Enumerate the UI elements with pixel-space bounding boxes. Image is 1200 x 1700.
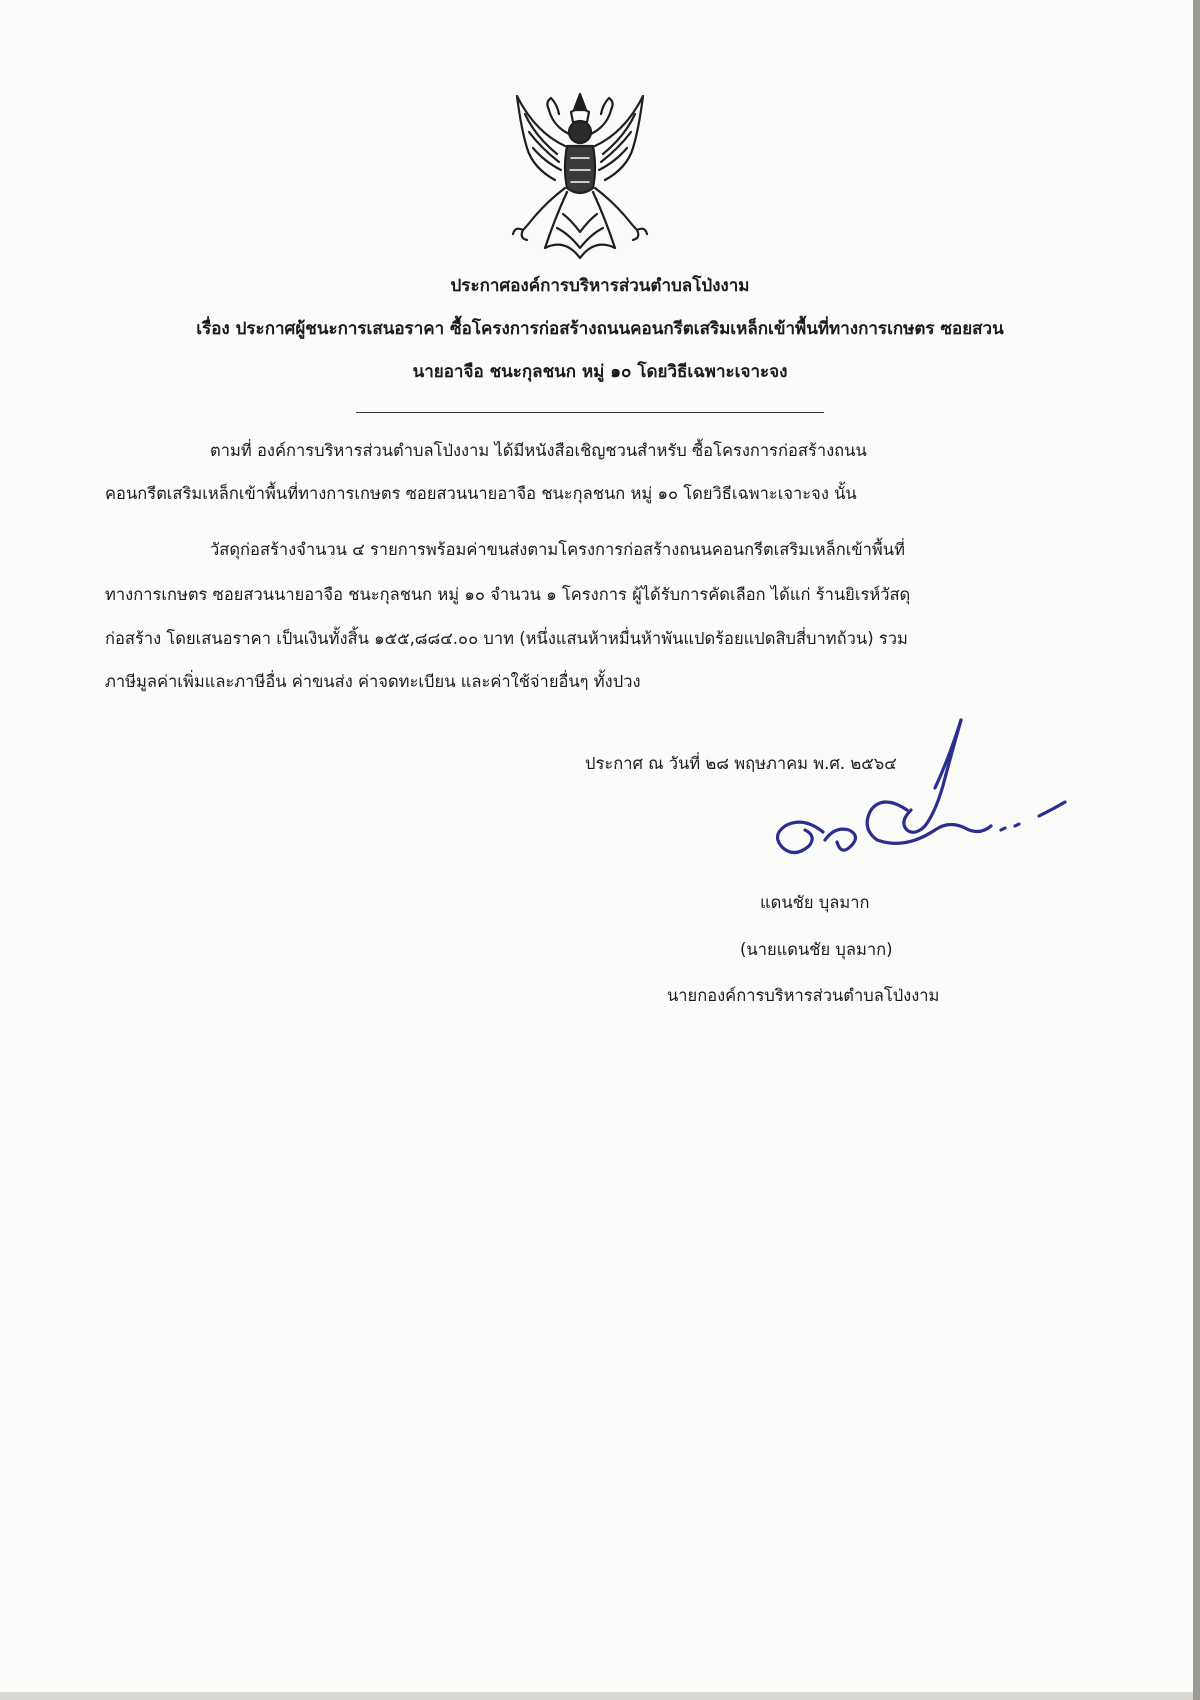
announcement-date: ประกาศ ณ วันที่ ๒๘ พฤษภาคม พ.ศ. ๒๕๖๔ bbox=[585, 754, 897, 773]
paragraph-2-line-2: ทางการเกษตร ซอยสวนนายอาจือ ชนะกุลชนก หมู่ ๑๐ จำนวน ๑ โครงการ ผู้ได้รับการคัดเลือก ได้แก่ ร้านยิเรห์วัสดุ bbox=[105, 585, 911, 604]
announcement-subject-line-1: เรื่อง ประกาศผู้ชนะการเสนอราคา ซื้อโครงการก่อสร้างถนนคอนกรีตเสริมเหล็กเข้าพื้นที่ทางการเกษตร ซอยสวน bbox=[196, 319, 1004, 339]
paragraph-2-line-3: ก่อสร้าง โดยเสนอราคา เป็นเงินทั้งสิ้น ๑๕๕,๘๘๔.๐๐ บาท (หนึ่งแสนห้าหมื่นห้าพันแปดร้อยแปดสิบสี่บาทถ้วน) รวม bbox=[105, 629, 908, 648]
signatory-full-name: (นายแดนชัย บุลมาก) bbox=[740, 940, 893, 959]
paragraph-2-line-1: วัสดุก่อสร้างจำนวน ๔ รายการพร้อมค่าขนส่งตามโครงการก่อสร้างถนนคอนกรีตเสริมเหล็กเข้าพื้นที่ bbox=[210, 540, 905, 559]
heading-divider bbox=[356, 412, 824, 413]
paragraph-1-line-2: คอนกรีตเสริมเหล็กเข้าพื้นที่ทางการเกษตร ซอยสวนนายอาจือ ชนะกุลชนก หมู่ ๑๐ โดยวิธีเฉพาะเจาะจง นั้น bbox=[105, 484, 857, 503]
announcement-subject-line-2: นายอาจือ ชนะกุลชนก หมู่ ๑๐ โดยวิธีเฉพาะเจาะจง bbox=[412, 362, 788, 382]
paragraph-2-line-4: ภาษีมูลค่าเพิ่มและภาษีอื่น ค่าขนส่ง ค่าจดทะเบียน และค่าใช้จ่ายอื่นๆ ทั้งปวง bbox=[105, 672, 641, 691]
handwritten-signature bbox=[765, 718, 1095, 878]
page-bottom-edge bbox=[0, 1692, 1193, 1700]
garuda-emblem-icon bbox=[505, 88, 655, 266]
paragraph-1-line-1: ตามที่ องค์การบริหารส่วนตำบลโป่งงาม ได้มีหนังสือเชิญชวนสำหรับ ซื้อโครงการก่อสร้างถนน bbox=[210, 441, 867, 460]
announcement-organization-heading: ประกาศองค์การบริหารส่วนตำบลโป่งงาม bbox=[450, 276, 750, 296]
signatory-signed-name: แดนชัย บุลมาก bbox=[760, 893, 870, 912]
signatory-position: นายกองค์การบริหารส่วนตำบลโป่งงาม bbox=[667, 986, 940, 1005]
